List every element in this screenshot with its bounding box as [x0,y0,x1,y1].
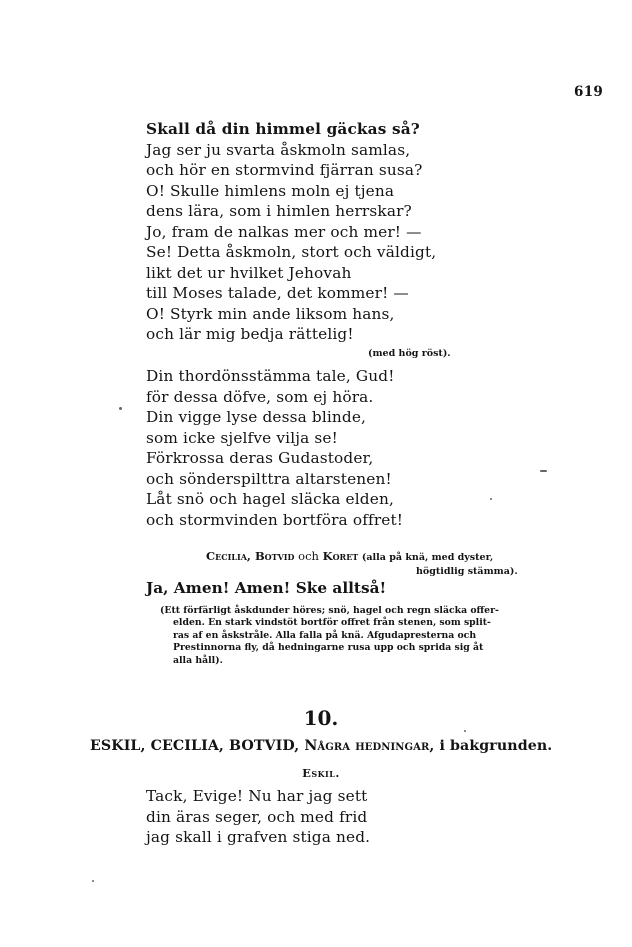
verse-line: Skall då din himmel gäckas så? [146,120,420,138]
scene-number: 10. [303,706,339,730]
scene-cast-names: ESKIL, CECILIA, BOTVID, [90,738,300,754]
verse-line: och sönderspilttra altarstenen! [146,469,392,488]
verse-line: Tack, Evige! Nu har jag sett [146,787,368,805]
verse-line: och lär mig bedja rättelig! [146,325,354,343]
stage-direction-inline: (med hög röst). [368,348,451,359]
print-speck [92,880,94,882]
verse-line: som icke sjelfve vilja se! [146,428,338,447]
cast-line [206,549,546,577]
verse-line: och stormvinden bortföra offret! [146,510,404,529]
cast-names: Cecilia, Botvid [206,549,295,563]
cast-och: och [298,549,319,563]
verse-line: O! Skulle himlens moln ej tjena [146,181,395,200]
verse-block-3 [146,786,466,848]
verse-line: din äras seger, och med frid [146,807,368,826]
verse-line: Jo, fram de nalkas mer och mer! — [146,222,422,241]
cast-direction-2: högtidlig stämma). [416,566,518,577]
stage-direction-line: elden. En stark vindstöt bortför offret från stenen, som split- [173,617,491,629]
verse-line: Jag ser ju svarta åskmoln samlas, [146,140,411,159]
page-number: 619 [574,84,604,100]
verse-line: för dessa döfve, som ej höra. [146,387,374,406]
verse-line: jag skall i grafven stiga ned. [146,828,371,846]
print-speck [464,730,466,732]
verse-line: Låt snö och hagel släcka elden, [146,490,394,508]
stage-direction-line: alla håll). [173,654,223,666]
verse-block-1 [146,119,466,345]
stage-direction-line: ras af en åskstråle. Alla falla på knä. Afgudapresterna och [173,629,477,641]
chorus-line: Ja, Amen! Amen! Ske alltså! [146,579,387,597]
print-speck [540,470,547,472]
verse-line: Din vigge lyse dessa blinde, [146,408,367,426]
verse-line: dens lära, som i himlen herrskar? [146,202,412,220]
print-speck [490,498,492,500]
print-speck [119,407,122,410]
cast-koret: Koret [322,549,359,563]
verse-line: Förkrossa deras Gudastoder, [146,449,374,467]
verse-line: och hör en stormvind fjärran susa? [146,161,423,179]
verse-line: till Moses talade, det kommer! — [146,284,409,302]
stage-direction-line: Prestinnorna fly, då hedningarne rusa upp och sprida sig åt [173,642,484,654]
stage-direction-block [160,605,540,667]
scene-cast-place: i bakgrunden. [439,738,553,754]
cast-direction-1: (alla på knä, med dyster, [361,552,494,563]
stage-direction-line: (Ett förfärligt åskdunder höres; snö, hagel och regn släcka offer- [160,605,499,616]
scene-cast-others: Några hedningar, [304,738,435,754]
verse-block-2 [146,366,466,530]
scene-cast [90,738,610,754]
verse-line: likt det ur hvilket Jehovah [146,263,352,282]
verse-line: O! Styrk min ande liksom hans, [146,304,395,323]
speaker-name: Eskil. [302,766,340,780]
verse-line: Se! Detta åskmoln, stort och väldigt, [146,243,437,261]
verse-line: Din thordönsstämma tale, Gud! [146,367,395,385]
